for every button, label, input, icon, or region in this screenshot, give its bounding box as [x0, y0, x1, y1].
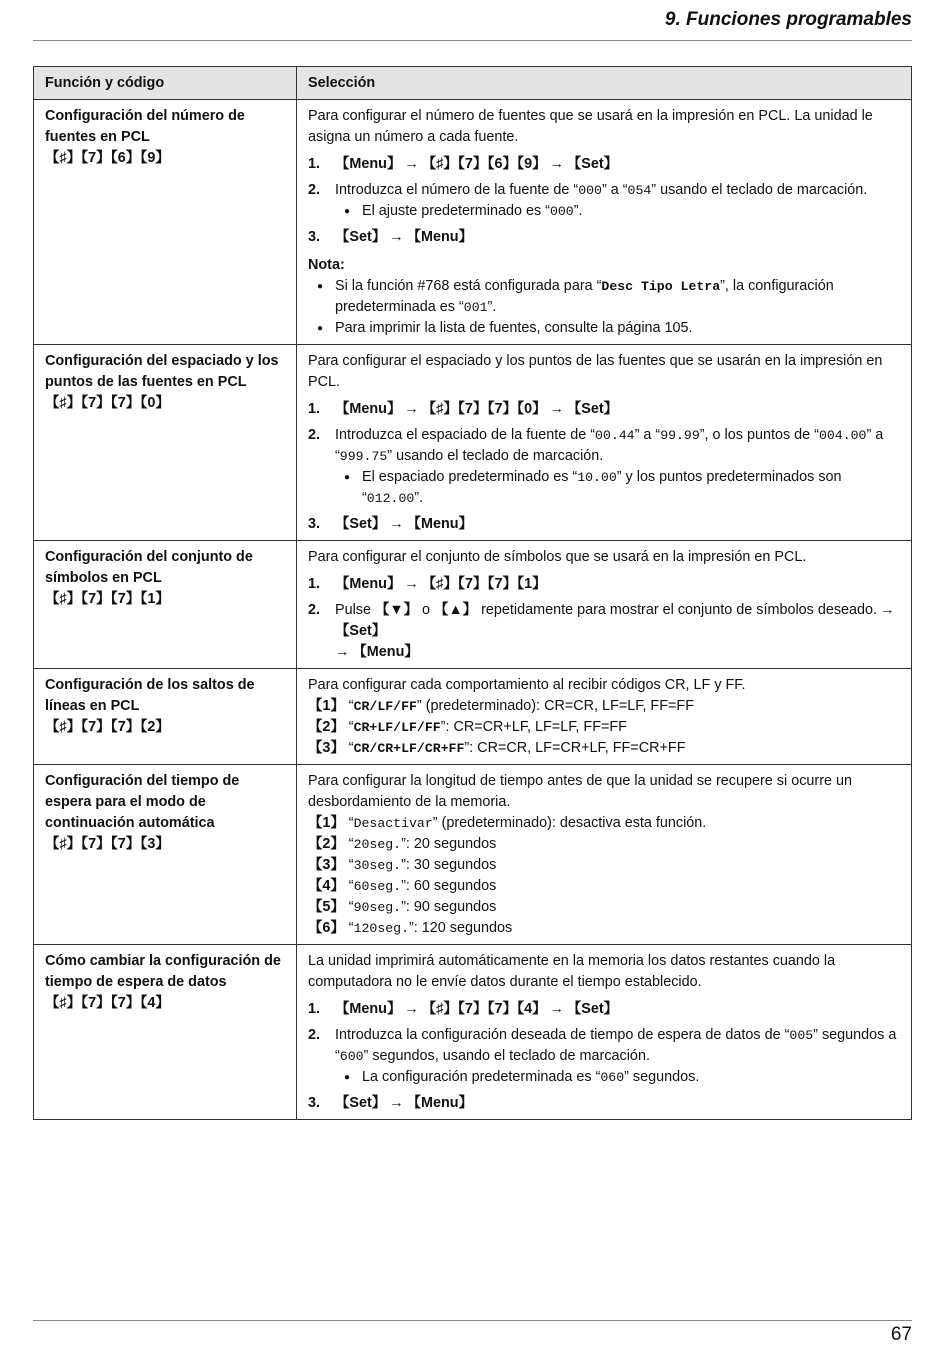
table-row — [34, 541, 912, 669]
option-line: 【5】 “90seg.”: 90 segundos — [308, 899, 497, 915]
arrow-icon: → — [549, 1001, 564, 1017]
arrow-icon: → — [549, 401, 564, 417]
arrow-icon: → — [404, 401, 419, 417]
footer-rule — [33, 1320, 912, 1321]
option-line: 【6】 “120seg.”: 120 segundos — [308, 920, 513, 936]
arrow-icon: → — [549, 156, 564, 172]
function-code: 【♯】【7】【7】【0】 — [45, 395, 170, 411]
set-key: 【Set】 — [566, 156, 619, 172]
table-header-row — [34, 67, 912, 100]
lcd-value: Desc Tipo Letra — [601, 279, 721, 294]
arrow-icon: → — [404, 576, 419, 592]
selection-intro: Para configurar el espaciado y los puntos de las fuentes que se usarán en la impresión en PCL. — [308, 353, 883, 390]
step-number: 2. — [308, 602, 321, 618]
menu-key: 【Menu】 — [406, 229, 473, 245]
function-name: Cómo cambiar la configuración de tiempo de espera de datos — [45, 953, 281, 990]
table-row — [34, 345, 912, 541]
down-key: 【▼】 — [375, 602, 419, 618]
function-code: 【♯】【7】【7】【1】 — [45, 591, 170, 607]
function-code: 【♯】【7】【6】【9】 — [45, 150, 170, 166]
step-item — [308, 227, 900, 248]
function-cell — [34, 541, 297, 669]
step-item — [308, 574, 900, 595]
lcd-value: 000 — [549, 204, 574, 219]
menu-key: 【Menu】 — [335, 156, 402, 172]
step-item — [308, 1093, 900, 1114]
bullet-list — [335, 1067, 900, 1088]
step-number: 1. — [308, 156, 321, 172]
arrow-icon: → — [335, 644, 350, 660]
set-key: 【Set】 — [566, 401, 619, 417]
page-number: 67 — [890, 1324, 912, 1345]
lcd-value: 999.75 — [339, 449, 388, 464]
step-item: 2. Introduzca el espaciado de la fuente de “00.44” a “99.99”, o los puntos de “004.00” a “999.75” usando el teclado de marcación. ● El espaciado predeterminado es “10.00” y los puntos predeterminados son “012.00”. — [308, 425, 900, 509]
table-row — [34, 765, 912, 945]
menu-key: 【Menu】 — [335, 576, 402, 592]
function-cell — [34, 669, 297, 765]
selection-intro: Para configurar cada comportamiento al recibir códigos CR, LF y FF. — [308, 677, 746, 693]
selection-intro: Para configurar el número de fuentes que se usará en la impresión en PCL. La unidad le asigna un número a cada fuente. — [308, 108, 873, 145]
arrow-icon: → — [389, 1095, 404, 1111]
step-list — [308, 999, 900, 1114]
page-header-title: 9. Funciones programables — [664, 9, 912, 30]
function-code: 【♯】【7】【7】【3】 — [45, 836, 170, 852]
menu-key: 【Menu】 — [352, 644, 419, 660]
selection-intro: Para configurar la longitud de tiempo antes de que la unidad se recupere si ocurre un desbordamiento de la memoria. — [308, 773, 852, 810]
menu-key: 【Menu】 — [406, 1095, 473, 1111]
set-key: 【Set】 — [335, 623, 387, 639]
option-line: 【3】 “CR/CR+LF/CR+FF”: CR=CR, LF=CR+LF, FF=CR+FF — [308, 740, 686, 756]
function-code: 【♯】【7】【7】【2】 — [45, 719, 170, 735]
step-item — [308, 399, 900, 420]
note-item: ● Para imprimir la lista de fuentes, consulte la página 105. — [308, 318, 900, 339]
bullet-list — [335, 467, 900, 509]
step-number: 2. — [308, 427, 321, 443]
option-line: 【2】 “20seg.”: 20 segundos — [308, 836, 497, 852]
step-list — [308, 154, 900, 248]
functions-table — [33, 66, 912, 1120]
arrow-icon: → — [389, 516, 404, 532]
function-name: Configuración de los saltos de líneas en PCL — [45, 677, 255, 714]
note-title: Nota: — [308, 257, 345, 273]
lcd-value: 000 — [578, 183, 602, 198]
bullet-item: ● La configuración predeterminada es “060” segundos. — [335, 1067, 900, 1088]
header-rule — [33, 40, 912, 41]
table-row — [34, 100, 912, 345]
step-item — [308, 514, 900, 535]
code-keys: 【♯】【7】【7】【0】 — [421, 401, 547, 417]
function-cell — [34, 765, 297, 945]
arrow-icon: → — [880, 602, 895, 618]
option-line: 【3】 “30seg.”: 30 segundos — [308, 857, 497, 873]
set-key: 【Set】 — [335, 1095, 387, 1111]
lcd-value: 012.00 — [366, 491, 415, 506]
function-name: Configuración del espaciado y los puntos de las fuentes en PCL — [45, 353, 279, 390]
column-header-selection: Selección — [297, 67, 912, 100]
step-number: 1. — [308, 401, 321, 417]
menu-key: 【Menu】 — [335, 1001, 402, 1017]
set-key: 【Set】 — [335, 229, 387, 245]
step-list — [308, 574, 900, 663]
step-text: ” a “ — [601, 182, 628, 198]
step-item — [308, 154, 900, 175]
menu-key: 【Menu】 — [406, 516, 473, 532]
step-number: 1. — [308, 1001, 321, 1017]
set-key: 【Set】 — [335, 516, 387, 532]
step-item — [308, 180, 900, 222]
arrow-icon: → — [404, 156, 419, 172]
note-item: ● Si la función #768 está configurada para “Desc Tipo Letra”, la configuración predeterminada es “001”. — [308, 276, 900, 318]
option-line: 【4】 “60seg.”: 60 segundos — [308, 878, 497, 894]
bullet-item: ● El espaciado predeterminado es “10.00” y los puntos predeterminados son “012.00”. — [335, 467, 900, 509]
selection-cell — [297, 669, 912, 765]
code-keys: 【♯】【7】【6】【9】 — [421, 156, 547, 172]
code-keys: 【♯】【7】【7】【1】 — [421, 576, 547, 592]
step-text: ” usando el teclado de marcación. — [651, 182, 868, 198]
note-list — [308, 276, 900, 339]
selection-intro: La unidad imprimirá automáticamente en la memoria los datos restantes cuando la computadora no le envíe datos durante el tiempo establecido. — [308, 953, 836, 990]
selection-cell — [297, 945, 912, 1120]
selection-cell — [297, 345, 912, 541]
table-row — [34, 945, 912, 1120]
table-row — [34, 669, 912, 765]
step-number: 2. — [308, 1027, 321, 1043]
lcd-value: 054 — [627, 183, 652, 198]
lcd-value: 600 — [339, 1049, 364, 1064]
code-keys: 【♯】【7】【7】【4】 — [421, 1001, 547, 1017]
lcd-value: 060 — [600, 1070, 625, 1085]
step-number: 1. — [308, 576, 321, 592]
function-cell — [34, 945, 297, 1120]
lcd-value: 99.99 — [660, 428, 700, 443]
lcd-value: 001 — [463, 300, 488, 315]
arrow-icon: → — [389, 229, 404, 245]
column-header-function: Función y código — [34, 67, 297, 100]
step-item: 2. Introduzca la configuración deseada de tiempo de espera de datos de “005” segundos a “600” segundos, usando el teclado de marcación. ● La configuración predeterminada es “060” segundos. — [308, 1025, 900, 1088]
function-name: Configuración del conjunto de símbolos en PCL — [45, 549, 253, 586]
arrow-icon: → — [404, 1001, 419, 1017]
set-key: 【Set】 — [566, 1001, 619, 1017]
function-cell — [34, 345, 297, 541]
option-line: 【1】 “CR/LF/FF” (predeterminado): CR=CR, LF=LF, FF=FF — [308, 698, 695, 714]
function-name: Configuración del número de fuentes en PCL — [45, 108, 245, 145]
lcd-value: 10.00 — [577, 470, 617, 485]
function-cell — [34, 100, 297, 345]
selection-cell — [297, 541, 912, 669]
step-number: 3. — [308, 1095, 321, 1111]
up-key: 【▲】 — [434, 602, 478, 618]
step-item — [308, 999, 900, 1020]
selection-cell — [297, 100, 912, 345]
selection-cell — [297, 765, 912, 945]
bullet-item: ● El ajuste predeterminado es “000”. — [335, 201, 900, 222]
lcd-value: 005 — [789, 1028, 814, 1043]
function-name: Configuración del tiempo de espera para el modo de continuación automática — [45, 773, 240, 831]
option-line: 【1】 “Desactivar” (predeterminado): desactiva esta función. — [308, 815, 707, 831]
selection-intro: Para configurar el conjunto de símbolos que se usará en la impresión en PCL. — [308, 549, 807, 565]
lcd-value: 004.00 — [818, 428, 867, 443]
function-code: 【♯】【7】【7】【4】 — [45, 995, 170, 1011]
step-number: 3. — [308, 229, 321, 245]
step-text: Introduzca el número de la fuente de “ — [335, 182, 579, 198]
option-line: 【2】 “CR+LF/LF/FF”: CR=CR+LF, LF=LF, FF=FF — [308, 719, 627, 735]
step-list — [308, 399, 900, 535]
step-number: 2. — [308, 182, 321, 198]
menu-key: 【Menu】 — [335, 401, 402, 417]
lcd-value: 00.44 — [595, 428, 635, 443]
step-item: 2. Pulse 【▼】 o 【▲】 repetidamente para mostrar el conjunto de símbolos deseado. →【Set】 → 【Menu】 — [308, 602, 895, 660]
bullet-list — [335, 201, 900, 222]
step-number: 3. — [308, 516, 321, 532]
